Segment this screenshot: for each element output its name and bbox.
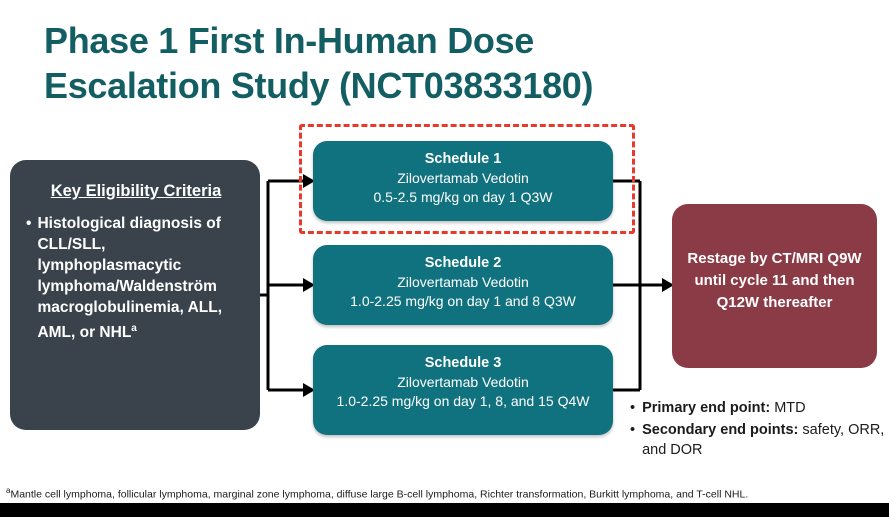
title-line-1: Phase 1 First In-Human Dose (44, 20, 535, 61)
schedule-1-drug: Zilovertamab Vedotin (397, 170, 529, 186)
schedule-3-dose: 1.0-2.25 mg/kg on day 1, 8, and 15 Q4W (336, 393, 590, 409)
endpoint-secondary-label: Secondary end points: (642, 422, 799, 438)
bottom-letterbox-strip (0, 503, 889, 517)
endpoint-item-primary (630, 398, 885, 418)
eligibility-criteria-box (10, 160, 260, 430)
endpoint-item-secondary (630, 420, 885, 460)
bullet-glyph-icon: • (630, 400, 636, 416)
endpoint-secondary-value: safety, ORR, and DOR (642, 422, 885, 458)
footnote-text: Mantle cell lymphoma, follicular lymphoma, marginal zone lymphoma, diffuse large B-cell lymphoma, Richter transformation, Burkitt lymphoma, and T-cell NHL. (10, 488, 749, 501)
eligibility-text-main: Histological diagnosis of CLL/SLL, lymphoplasmacytic lymphoma/Waldenström macroglobulinemia, ALL, AML, or NHL (37, 215, 223, 342)
endpoint-secondary-text (642, 420, 885, 460)
schedule-2-box[interactable] (313, 245, 613, 325)
endpoint-primary-value: MTD (770, 400, 806, 416)
schedule-1-title: Schedule 1 (424, 151, 502, 167)
title-line-2: Escalation Study (NCT03833180) (44, 65, 594, 106)
page-title (44, 18, 804, 108)
schedule-3-title: Schedule 3 (424, 355, 502, 371)
endpoint-primary-text (642, 398, 885, 418)
eligibility-heading: Key Eligibility Criteria (50, 182, 222, 200)
schedule-3-box[interactable] (313, 345, 613, 435)
eligibility-text (37, 213, 246, 343)
endpoint-primary-label: Primary end point: (642, 400, 771, 416)
schedule-1-highlight-outline (299, 124, 635, 234)
schedule-1-dose: 0.5-2.5 mg/kg on day 1 Q3W (373, 189, 553, 205)
schedule-2-title: Schedule 2 (424, 255, 502, 271)
schedule-2-drug: Zilovertamab Vedotin (397, 274, 529, 290)
bullet-glyph-icon: • (630, 422, 636, 438)
eligibility-superscript: a (131, 323, 137, 334)
schedule-3-drug: Zilovertamab Vedotin (397, 374, 529, 390)
footnote (6, 484, 866, 502)
footnote-marker: a (6, 486, 11, 495)
endpoints-list (630, 398, 885, 462)
schedule-2-dose: 1.0-2.25 mg/kg on day 1 and 8 Q3W (350, 293, 576, 309)
eligibility-bullet-row (26, 213, 246, 343)
bullet-glyph-icon: • (26, 215, 32, 232)
restage-box: Restage by CT/MRI Q9W until cycle 11 and then Q12W thereafter (672, 204, 877, 368)
